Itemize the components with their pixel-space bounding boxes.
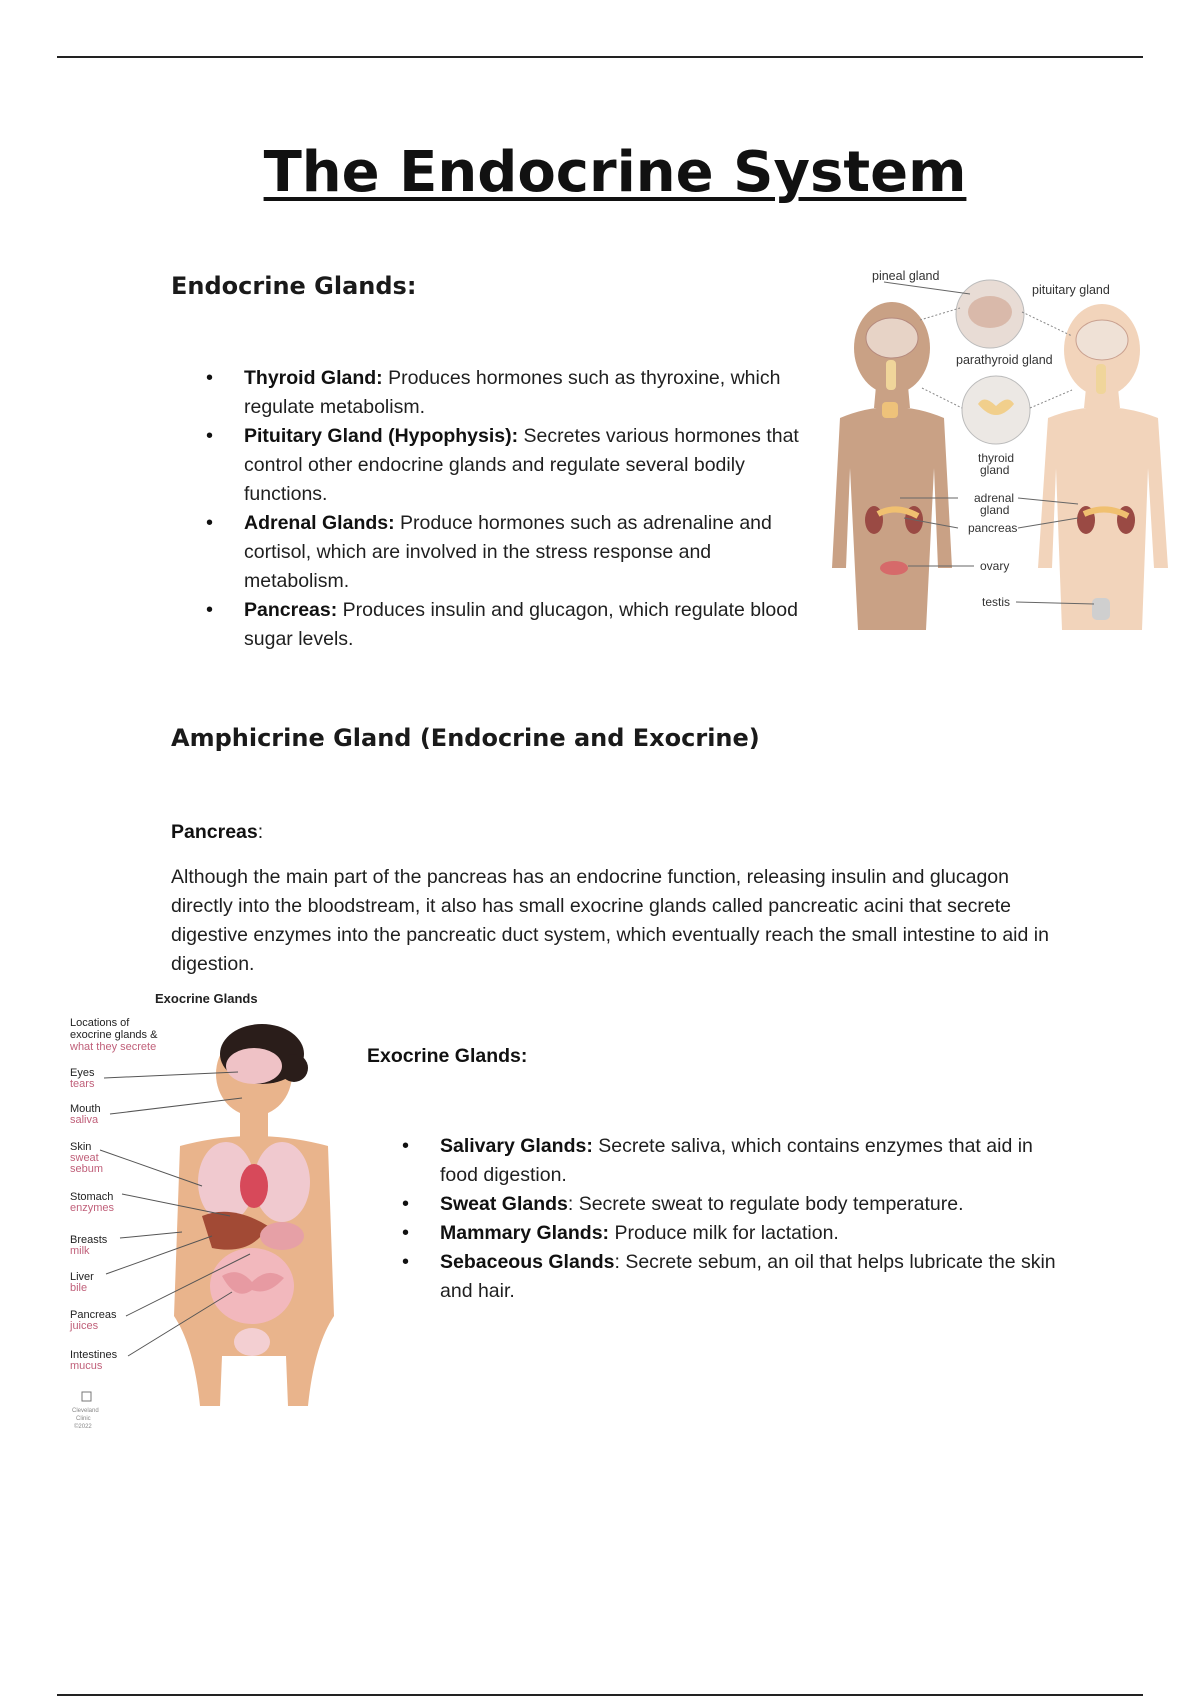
gland-description: Secretes various hormones that control other endocrine glands and regulate several bodily functions. <box>244 425 799 505</box>
amphicrine-heading: Amphicrine Gland (Endocrine and Exocrine) <box>171 724 760 752</box>
male-body-silhouette <box>832 302 952 630</box>
gland-name: Pancreas: <box>244 599 338 621</box>
gland-description: Produce hormones such as adrenaline and cortisol, which are involved in the stress response and metabolism. <box>244 512 772 592</box>
pancreas-label: Pancreas <box>171 821 258 843</box>
label-stomach: Stomach <box>70 1191 114 1203</box>
label-pancreas: Pancreas <box>70 1309 117 1321</box>
label-adrenal-gland-line1: adrenal <box>974 491 1015 505</box>
exocrine-heading-text: Exocrine Glands: <box>367 1045 528 1067</box>
label-thyroid-gland-line2: gland <box>980 463 1010 477</box>
label-mucus: mucus <box>70 1360 103 1372</box>
female-body-silhouette <box>1038 304 1168 630</box>
label-breasts: Breasts <box>70 1234 108 1246</box>
label-liver: Liver <box>70 1271 94 1283</box>
list-item <box>244 596 814 654</box>
credit-line2: Clinic <box>76 1416 91 1422</box>
exocrine-anatomy-figure <box>62 986 352 1442</box>
credit-line1: Cleveland <box>72 1408 99 1414</box>
label-juices: juices <box>70 1320 99 1332</box>
label-pituitary-gland: pituitary gland <box>1032 283 1110 297</box>
pancreas-paragraph: Although the main part of the pancreas has an endocrine function, releasing insulin and glucagon directly into the bloodstream, it also has small exocrine glands called pancreatic acini that secrete digestive enzymes into the pancreatic duct system, which eventually reach the small intestine to aid in digestion. <box>171 866 1049 975</box>
exocrine-heading <box>367 1042 527 1071</box>
label-eyes: Eyes <box>70 1067 95 1079</box>
gland-description: Produce milk for lactation. <box>609 1222 839 1244</box>
legend-line3: what they secrete <box>70 1041 157 1053</box>
label-mouth: Mouth <box>70 1103 101 1115</box>
legend-line2: exocrine glands & <box>70 1029 158 1041</box>
label-intestines: Intestines <box>70 1349 118 1361</box>
label-tears: tears <box>70 1078 95 1090</box>
label-enzymes: enzymes <box>70 1202 115 1214</box>
gland-description: Secrete saliva, which contains enzymes that aid in food digestion. <box>440 1135 1033 1186</box>
pancreas-subheading <box>171 818 263 847</box>
label-testis: testis <box>982 595 1011 609</box>
label-milk: milk <box>70 1245 90 1257</box>
endocrine-gland-list <box>244 364 814 654</box>
gland-name: Mammary Glands: <box>440 1222 610 1244</box>
list-item <box>440 1248 1060 1306</box>
endocrine-heading: Endocrine Glands: <box>171 272 417 300</box>
label-pancreas: pancreas <box>968 521 1018 535</box>
label-thyroid-gland-line1: thyroid <box>978 451 1015 465</box>
clinic-logo-icon <box>82 1392 91 1401</box>
label-skin: Skin <box>70 1141 92 1153</box>
list-item <box>440 1190 1060 1219</box>
bottom-rule <box>57 1694 1143 1696</box>
label-sebum: sebum <box>70 1163 104 1175</box>
gland-name: Adrenal Glands: <box>244 512 395 534</box>
endocrine-anatomy-illustration <box>822 268 1178 630</box>
exocrine-anatomy-illustration <box>62 986 352 1442</box>
label-bile: bile <box>70 1282 88 1294</box>
gland-name: Pituitary Gland (Hypophysis): <box>244 425 519 447</box>
legend-line1: Locations of <box>70 1017 130 1029</box>
list-item <box>244 509 814 596</box>
list-item <box>440 1132 1060 1190</box>
female-body-silhouette <box>174 1024 334 1406</box>
credit-line3: ©2022 <box>74 1424 92 1430</box>
label-parathyroid-gland: parathyroid gland <box>956 353 1053 367</box>
figure-title: Exocrine Glands <box>155 991 258 1006</box>
label-pineal-gland: pineal gland <box>872 269 940 283</box>
list-item <box>244 364 814 422</box>
gland-description: Produces hormones such as thyroxine, which regulate metabolism. <box>244 367 781 418</box>
gland-description: Produces insulin and glucagon, which regulate blood sugar levels. <box>244 599 798 650</box>
gland-description: : Secrete sebum, an oil that helps lubricate the skin and hair. <box>440 1251 1056 1302</box>
page-title: The Endocrine System <box>263 140 967 205</box>
label-sweat: sweat <box>70 1152 99 1164</box>
gland-name: Sweat Glands <box>440 1193 568 1215</box>
label-ovary: ovary <box>980 559 1010 573</box>
list-item <box>244 422 814 509</box>
top-rule <box>57 56 1143 58</box>
list-item <box>440 1219 1060 1248</box>
endocrine-anatomy-figure <box>822 268 1178 630</box>
pancreas-colon: : <box>257 821 264 843</box>
gland-name: Salivary Glands: <box>440 1135 593 1157</box>
gland-name: Thyroid Gland: <box>244 367 383 389</box>
exocrine-gland-list <box>440 1132 1060 1306</box>
gland-description: : Secrete sweat to regulate body temperature. <box>567 1193 964 1215</box>
gland-name: Sebaceous Glands <box>440 1251 615 1273</box>
label-adrenal-gland-line2: gland <box>980 503 1010 517</box>
label-saliva: saliva <box>70 1114 99 1126</box>
